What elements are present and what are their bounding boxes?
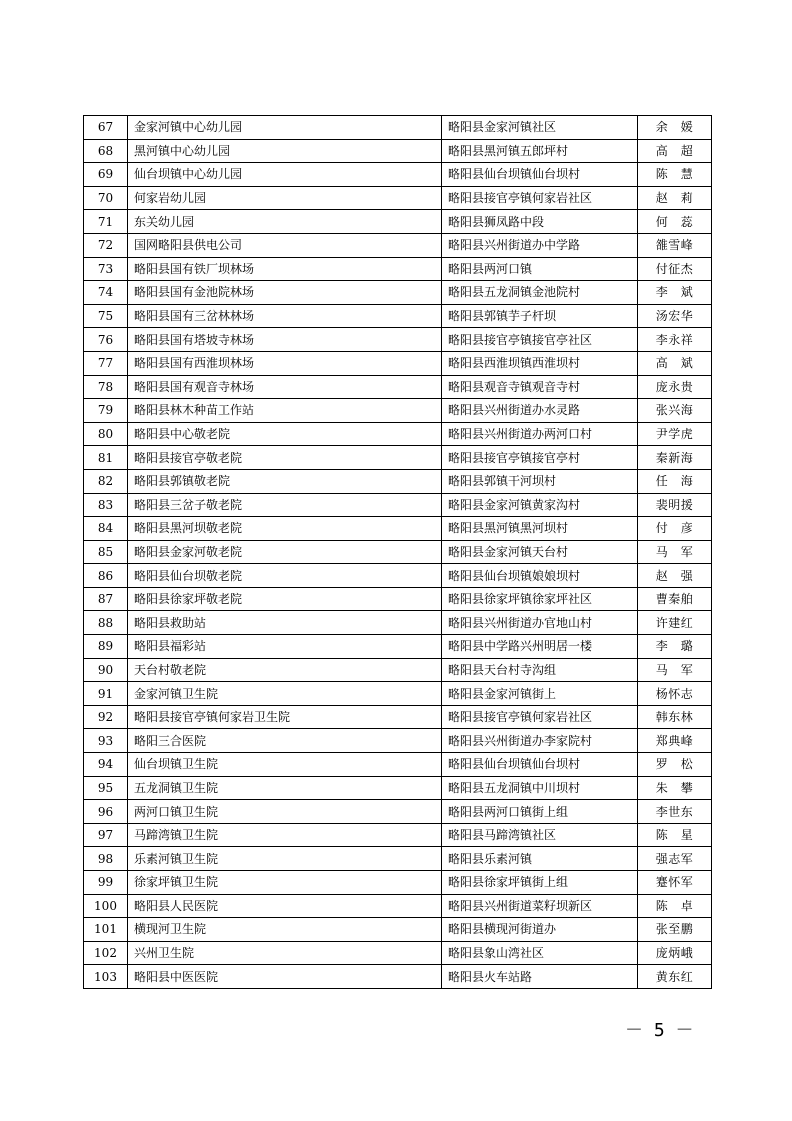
unit-name: 略阳县郭镇敬老院 [128, 469, 442, 493]
table-row [84, 753, 712, 777]
contact-person: 汤宏华 [638, 304, 712, 328]
unit-name: 马蹄湾镇卫生院 [128, 823, 442, 847]
row-number: 70 [84, 186, 128, 210]
unit-address: 略阳县中学路兴州明居一楼 [442, 635, 638, 659]
table-row [84, 304, 712, 328]
table-row [84, 705, 712, 729]
contact-person: 裴明援 [638, 493, 712, 517]
contact-person: 李世东 [638, 800, 712, 824]
unit-address: 略阳县兴州街道办水灵路 [442, 399, 638, 423]
row-number: 75 [84, 304, 128, 328]
unit-name: 金家河镇中心幼儿园 [128, 116, 442, 140]
row-number: 101 [84, 918, 128, 942]
contact-person: 李永祥 [638, 328, 712, 352]
table-row [84, 847, 712, 871]
contact-person: 陈 慧 [638, 163, 712, 187]
unit-name: 东关幼儿园 [128, 210, 442, 234]
unit-address: 略阳县火车站路 [442, 965, 638, 989]
row-number: 93 [84, 729, 128, 753]
unit-address: 略阳县横现河街道办 [442, 918, 638, 942]
unit-name: 黑河镇中心幼儿园 [128, 139, 442, 163]
table-row [84, 375, 712, 399]
unit-name: 略阳县福彩站 [128, 635, 442, 659]
unit-name: 略阳县人民医院 [128, 894, 442, 918]
row-number: 90 [84, 658, 128, 682]
row-number: 79 [84, 399, 128, 423]
row-number: 96 [84, 800, 128, 824]
contact-person: 韩东林 [638, 705, 712, 729]
contact-person: 陈 星 [638, 823, 712, 847]
contact-person: 赵 强 [638, 564, 712, 588]
row-number: 77 [84, 351, 128, 375]
contact-person: 马 军 [638, 540, 712, 564]
contact-person: 高 斌 [638, 351, 712, 375]
unit-name: 略阳县救助站 [128, 611, 442, 635]
unit-address: 略阳县仙台坝镇娘娘坝村 [442, 564, 638, 588]
table-row [84, 210, 712, 234]
row-number: 88 [84, 611, 128, 635]
unit-name: 略阳县中心敬老院 [128, 422, 442, 446]
unit-name: 略阳县接官亭镇何家岩卫生院 [128, 705, 442, 729]
table-row [84, 446, 712, 470]
unit-name: 略阳三合医院 [128, 729, 442, 753]
unit-address: 略阳县象山湾社区 [442, 941, 638, 965]
row-number: 85 [84, 540, 128, 564]
unit-address: 略阳县乐素河镇 [442, 847, 638, 871]
row-number: 73 [84, 257, 128, 281]
unit-name: 略阳县金家河敬老院 [128, 540, 442, 564]
contact-person: 高 超 [638, 139, 712, 163]
row-number: 99 [84, 871, 128, 895]
table-row [84, 941, 712, 965]
unit-address: 略阳县兴州街道办李家院村 [442, 729, 638, 753]
row-number: 83 [84, 493, 128, 517]
unit-name: 略阳县仙台坝敬老院 [128, 564, 442, 588]
unit-name: 金家河镇卫生院 [128, 682, 442, 706]
contact-person: 李 斌 [638, 281, 712, 305]
page-number: － 5 － [625, 1020, 694, 1041]
row-number: 67 [84, 116, 128, 140]
row-number: 103 [84, 965, 128, 989]
unit-name: 五龙洞镇卫生院 [128, 776, 442, 800]
row-number: 94 [84, 753, 128, 777]
unit-name: 略阳县国有观音寺林场 [128, 375, 442, 399]
contact-person: 罗 松 [638, 753, 712, 777]
unit-name: 横现河卫生院 [128, 918, 442, 942]
unit-name: 略阳县徐家坪敬老院 [128, 587, 442, 611]
table-row [84, 469, 712, 493]
unit-name: 略阳县国有三岔林林场 [128, 304, 442, 328]
row-number: 100 [84, 894, 128, 918]
unit-name: 略阳县接官亭敬老院 [128, 446, 442, 470]
unit-name: 仙台坝镇中心幼儿园 [128, 163, 442, 187]
unit-address: 略阳县郭镇芋子杆坝 [442, 304, 638, 328]
table-row [84, 823, 712, 847]
contact-person: 曹秦舶 [638, 587, 712, 611]
unit-address: 略阳县两河口镇街上组 [442, 800, 638, 824]
unit-name: 仙台坝镇卫生院 [128, 753, 442, 777]
row-number: 89 [84, 635, 128, 659]
unit-address: 略阳县西淮坝镇西淮坝村 [442, 351, 638, 375]
contact-person: 庞永贵 [638, 375, 712, 399]
unit-name: 略阳县国有金池院林场 [128, 281, 442, 305]
unit-name: 略阳县国有西淮坝林场 [128, 351, 442, 375]
unit-address: 略阳县徐家坪镇街上组 [442, 871, 638, 895]
table-row [84, 186, 712, 210]
table-row [84, 564, 712, 588]
contact-person: 李 璐 [638, 635, 712, 659]
unit-address: 略阳县接官亭镇何家岩社区 [442, 705, 638, 729]
contact-person: 郑典峰 [638, 729, 712, 753]
unit-address: 略阳县兴州街道办官地山村 [442, 611, 638, 635]
table-row [84, 257, 712, 281]
contact-person: 余 媛 [638, 116, 712, 140]
unit-name: 天台村敬老院 [128, 658, 442, 682]
row-number: 91 [84, 682, 128, 706]
table-row [84, 517, 712, 541]
unit-name: 何家岩幼儿园 [128, 186, 442, 210]
table-row [84, 422, 712, 446]
row-number: 72 [84, 233, 128, 257]
contact-person: 付 彦 [638, 517, 712, 541]
table-row [84, 611, 712, 635]
contact-person: 许建红 [638, 611, 712, 635]
table-row [84, 776, 712, 800]
contact-person: 付征杰 [638, 257, 712, 281]
unit-address: 略阳县五龙洞镇金池院村 [442, 281, 638, 305]
contact-person: 马 军 [638, 658, 712, 682]
table-row [84, 729, 712, 753]
unit-address: 略阳县仙台坝镇仙台坝村 [442, 753, 638, 777]
contact-person: 张兴海 [638, 399, 712, 423]
table-row [84, 894, 712, 918]
table-row [84, 682, 712, 706]
contact-person: 赵 莉 [638, 186, 712, 210]
unit-address: 略阳县狮凤路中段 [442, 210, 638, 234]
table-row [84, 399, 712, 423]
unit-address: 略阳县黑河镇五郎坪村 [442, 139, 638, 163]
contact-person: 杨怀志 [638, 682, 712, 706]
row-number: 82 [84, 469, 128, 493]
unit-address: 略阳县兴州街道办两河口村 [442, 422, 638, 446]
unit-address: 略阳县接官亭镇何家岩社区 [442, 186, 638, 210]
table-row [84, 800, 712, 824]
contact-person: 强志军 [638, 847, 712, 871]
unit-name: 略阳县黑河坝敬老院 [128, 517, 442, 541]
unit-address: 略阳县金家河镇天台村 [442, 540, 638, 564]
unit-address: 略阳县金家河镇社区 [442, 116, 638, 140]
unit-name: 徐家坪镇卫生院 [128, 871, 442, 895]
unit-address: 略阳县金家河镇街上 [442, 682, 638, 706]
unit-address: 略阳县兴州街道菜籽坝新区 [442, 894, 638, 918]
unit-address: 略阳县接官亭镇接官亭社区 [442, 328, 638, 352]
contact-person: 蹇怀军 [638, 871, 712, 895]
table-row [84, 493, 712, 517]
unit-name: 略阳县国有铁厂坝林场 [128, 257, 442, 281]
row-number: 95 [84, 776, 128, 800]
unit-address: 略阳县金家河镇黄家沟村 [442, 493, 638, 517]
row-number: 97 [84, 823, 128, 847]
row-number: 68 [84, 139, 128, 163]
row-number: 76 [84, 328, 128, 352]
unit-address: 略阳县观音寺镇观音寺村 [442, 375, 638, 399]
unit-name: 乐素河镇卫生院 [128, 847, 442, 871]
contact-person: 尹学虎 [638, 422, 712, 446]
unit-address: 略阳县马蹄湾镇社区 [442, 823, 638, 847]
table-row [84, 139, 712, 163]
unit-address: 略阳县郭镇干河坝村 [442, 469, 638, 493]
unit-name: 两河口镇卫生院 [128, 800, 442, 824]
contact-person: 张至鹏 [638, 918, 712, 942]
unit-name: 国网略阳县供电公司 [128, 233, 442, 257]
table-row [84, 233, 712, 257]
directory-table [83, 115, 712, 989]
directory-table-body [84, 116, 712, 989]
table-row [84, 635, 712, 659]
table-row [84, 587, 712, 611]
unit-address: 略阳县徐家坪镇徐家坪社区 [442, 587, 638, 611]
unit-address: 略阳县天台村寺沟组 [442, 658, 638, 682]
table-row [84, 918, 712, 942]
row-number: 69 [84, 163, 128, 187]
unit-address: 略阳县接官亭镇接官亭村 [442, 446, 638, 470]
contact-person: 黄东红 [638, 965, 712, 989]
unit-name: 兴州卫生院 [128, 941, 442, 965]
unit-name: 略阳县中医医院 [128, 965, 442, 989]
table-row [84, 281, 712, 305]
unit-address: 略阳县五龙洞镇中川坝村 [442, 776, 638, 800]
table-row [84, 163, 712, 187]
row-number: 71 [84, 210, 128, 234]
table-row [84, 965, 712, 989]
contact-person: 雒雪峰 [638, 233, 712, 257]
contact-person: 朱 攀 [638, 776, 712, 800]
row-number: 80 [84, 422, 128, 446]
unit-address: 略阳县仙台坝镇仙台坝村 [442, 163, 638, 187]
row-number: 102 [84, 941, 128, 965]
table-row [84, 116, 712, 140]
unit-address: 略阳县兴州街道办中学路 [442, 233, 638, 257]
table-row [84, 351, 712, 375]
unit-name: 略阳县三岔子敬老院 [128, 493, 442, 517]
row-number: 74 [84, 281, 128, 305]
contact-person: 何 蕊 [638, 210, 712, 234]
table-row [84, 871, 712, 895]
unit-name: 略阳县林木种苗工作站 [128, 399, 442, 423]
table-row [84, 540, 712, 564]
row-number: 78 [84, 375, 128, 399]
table-row [84, 658, 712, 682]
contact-person: 陈 卓 [638, 894, 712, 918]
table-row [84, 328, 712, 352]
contact-person: 庞炳峨 [638, 941, 712, 965]
row-number: 81 [84, 446, 128, 470]
contact-person: 秦新海 [638, 446, 712, 470]
unit-address: 略阳县黑河镇黑河坝村 [442, 517, 638, 541]
row-number: 87 [84, 587, 128, 611]
unit-name: 略阳县国有塔坡寺林场 [128, 328, 442, 352]
row-number: 86 [84, 564, 128, 588]
row-number: 84 [84, 517, 128, 541]
row-number: 92 [84, 705, 128, 729]
row-number: 98 [84, 847, 128, 871]
contact-person: 任 海 [638, 469, 712, 493]
unit-address: 略阳县两河口镇 [442, 257, 638, 281]
